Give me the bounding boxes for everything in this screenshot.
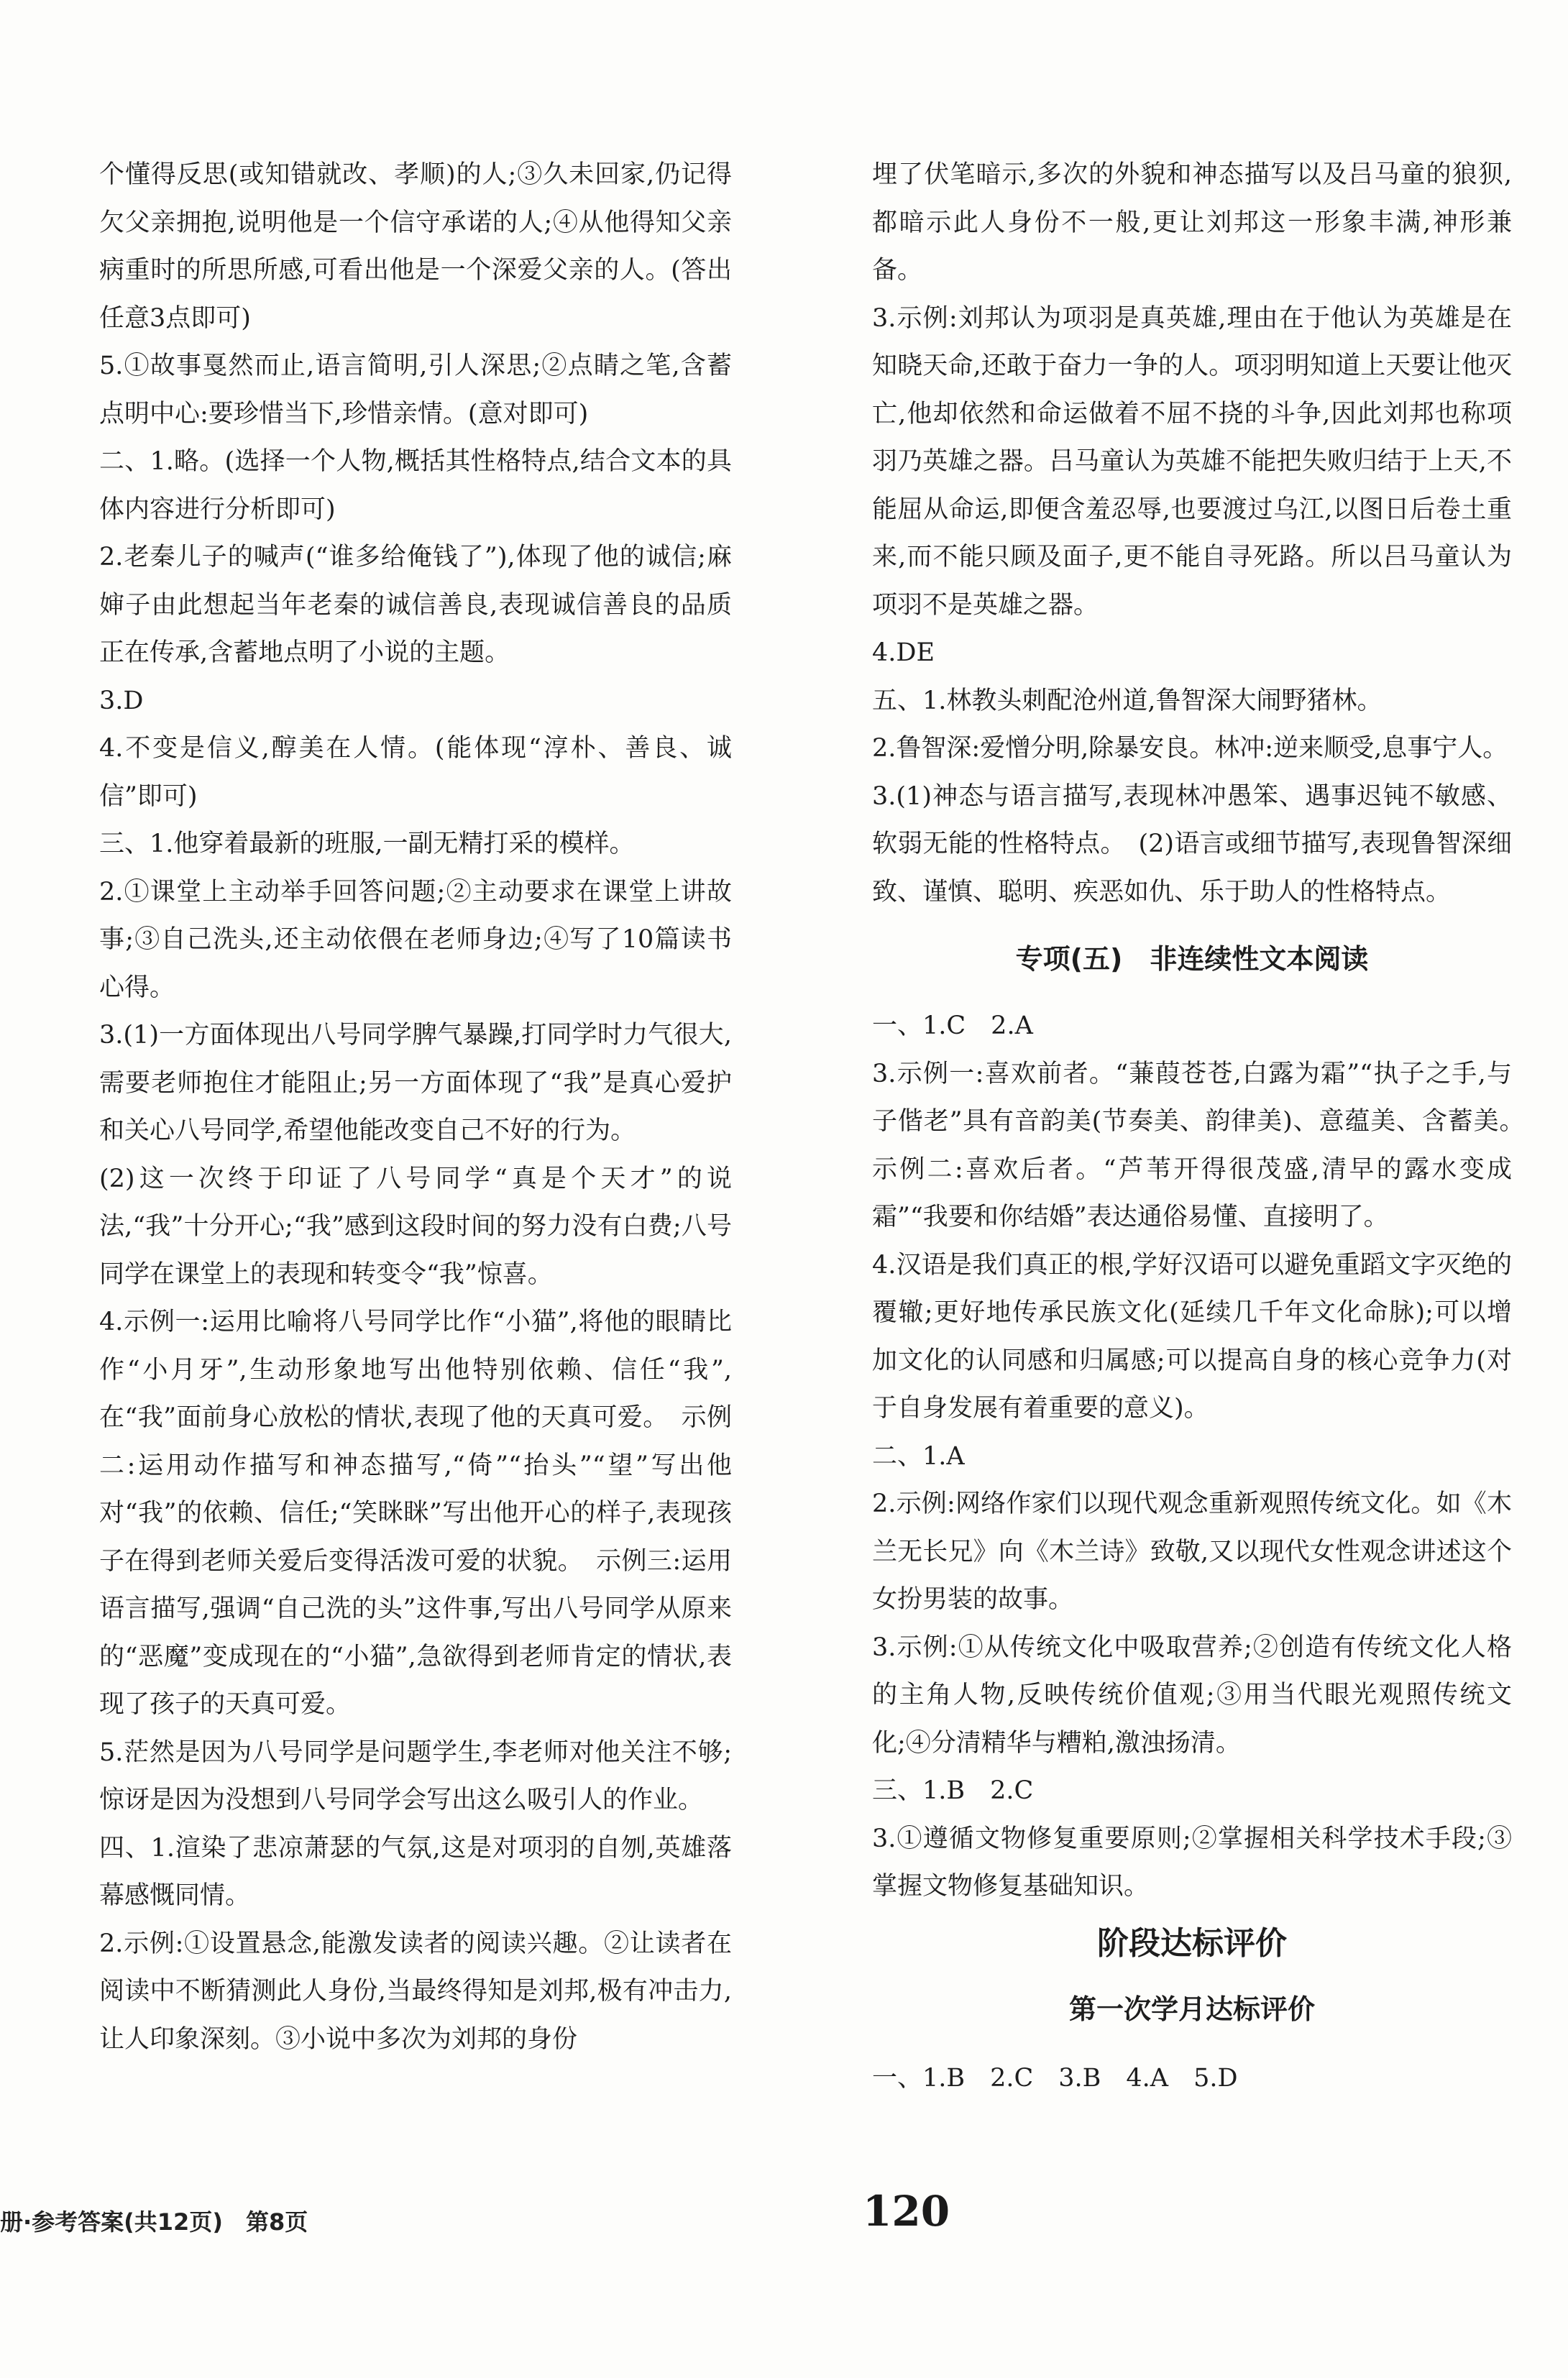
answer-paragraph: 一、1.C 2.A [872,1011,1033,1040]
stage-title: 阶段达标评价 [1097,1924,1287,1962]
answer-paragraph: 5.茫然是因为八号同学是问题学生,李老师对他关注不够;惊讶是因为没想到八号同学会写出这么吸引人的作业。 [99,1737,732,1814]
answer-paragraph: 3.①遵循文物修复重要原则;②掌握相关科学技术手段;③掌握文物修复基础知识。 [872,1824,1512,1901]
answer-paragraph: 埋了伏笔暗示,多次的外貌和神态描写以及吕马童的狼狈,都暗示此人身份不一般,更让刘邦这一形象丰满,神形兼备。 [872,160,1512,285]
sub-title: 第一次学月达标评价 [1068,1993,1315,2025]
answer-paragraph: 个懂得反思(或知错就改、孝顺)的人;③久未回家,仍记得欠父亲拥抱,说明他是一个信守承诺的人;④从他得知父亲病重时的所思所感,可看出他是一个深爱父亲的人。(答出任意3点即可) [99,160,732,333]
answer-paragraph: 3.(1)一方面体现出八号同学脾气暴躁,打同学时力气很大,需要老师抱住才能阻止;另一方面体现了“我”是真心爱护和关心八号同学,希望他能改变自己不好的行为。 [99,1021,732,1145]
answer-paragraph: 三、1.他穿着最新的班服,一副无精打采的模样。 [99,830,635,858]
answer-paragraph: 二、1.A [872,1441,965,1471]
answer-paragraph: 四、1.渲染了悲凉萧瑟的气氛,这是对项羽的自刎,英雄落幕感慨同情。 [99,1833,732,1910]
answer-paragraph: 2.老秦儿子的喊声(“谁多给俺钱了”),体现了他的诚信;麻婶子由此想起当年老秦的诚信善良,表现诚信善良的品质正在传承,含蓄地点明了小说的主题。 [99,543,732,667]
left-column [99,151,732,2063]
answer-paragraph: (2)这一次终于印证了八号同学“真是个天才”的说法,“我”十分开心;“我”感到这段时间的努力没有白费;八号同学在课堂上的表现和转变令“我”惊喜。 [99,1164,732,1289]
answer-paragraph: 4.不变是信义,醇美在人情。(能体现“淳朴、善良、诚信”即可) [99,734,732,811]
answer-paragraph: 二、1.略。(选择一个人物,概括其性格特点,结合文本的具体内容进行分析即可) [99,447,732,524]
answer-paragraph: 3.示例:刘邦认为项羽是真英雄,理由在于他认为英雄是在知晓天命,还敢于奋力一争的人。项羽明知道上天要让他灭亡,他却依然和命运做着不屈不挠的斗争,因此刘邦也称项羽乃英雄之器。吕马童认为英雄不能把失败归结于上天,不能屈从命运,即便含羞忍辱,也要渡过乌江,以图日后卷土重来,而不能只顾及面子,更不能自寻死路。所以吕马童认为项羽不是英雄之器。 [872,303,1512,620]
answer-paragraph: 3.示例:①从传统文化中吸取营养;②创造有传统文化人格的主角人物,反映传统价值观;③用当代眼光观照传统文化;④分清精华与糟粕,激浊扬清。 [872,1633,1512,1758]
right-column [872,151,1538,2102]
answer-paragraph: 4.汉语是我们真正的根,学好汉语可以避免重蹈文字灭绝的覆辙;更好地传承民族文化(延续几千年文化命脉);可以增加文化的认同感和归属感;可以提高自身的核心竞争力(对于自身发展有着重要的意义)。 [872,1250,1512,1423]
answer-paragraph: 五、1.林教头刺配沧州道,鲁智深大闹野猪林。 [872,686,1383,715]
answer-paragraph: 一、1.B 2.C 3.B 4.A 5.D [872,2063,1238,2093]
answer-paragraph: 3.示例一:喜欢前者。“蒹葭苍苍,白露为霜”“执子之手,与子偕老”具有音韵美(节奏美、韵律美)、意蕴美、含蓄美。 示例二:喜欢后者。“芦苇开得很茂盛,清早的露水变成霜”“我要和你结婚”表达通俗易懂、直接明了。 [872,1059,1538,1231]
answer-paragraph: 三、1.B 2.C [872,1776,1034,1805]
answer-paragraph: 4.DE [872,638,935,667]
answer-paragraph: 3.(1)神态与语言描写,表现林冲愚笨、遇事迟钝不敏感、软弱无能的性格特点。 (2)语言或细节描写,表现鲁智深细致、谨慎、聪明、疾恶如仇、乐于助人的性格特点。 [872,781,1512,906]
answer-paragraph: 4.示例一:运用比喻将八号同学比作“小猫”,将他的眼睛比作“小月牙”,生动形象地写出他特别依赖、信任“我”,在“我”面前身心放松的情状,表现了他的天真可爱。 示例二:运用动作描写和神态描写,“倚”“抬头”“望”写出他对“我”的依赖、信任;“笑眯眯”写出他开心的样子,表现孩子在得到老师关爱后变得活泼可爱的状貌。 示例三:运用语言描写,强调“自己洗的头”这件事,写出八号同学从原来的“恶魔”变成现在的“小猫”,急欲得到老师肯定的情状,表现了孩子的天真可爱。 [99,1308,732,1719]
answer-paragraph: 3.D [99,686,144,715]
answer-paragraph: 2.①课堂上主动举手回答问题;②主动要求在课堂上讲故事;③自己洗头,还主动依偎在老师身边;④写了10篇读书心得。 [99,877,732,1002]
answer-paragraph: 2.示例:网络作家们以现代观念重新观照传统文化。如《木兰无长兄》向《木兰诗》致敬,又以现代女性观念讲述这个女扮男装的故事。 [872,1489,1512,1614]
answer-paragraph: 5.①故事戛然而止,语言简明,引人深思;②点睛之笔,含蓄点明中心:要珍惜当下,珍惜亲情。(意对即可) [99,352,732,428]
page-number: 120 [863,2187,950,2236]
answer-paragraph: 2.鲁智深:爱憎分明,除暴安良。林冲:逆来顺受,息事宁人。 [872,734,1508,763]
answer-paragraph: 2.示例:①设置悬念,能激发读者的阅读兴趣。②让读者在阅读中不断猜测此人身份,当最终得知是刘邦,极有冲击力,让人印象深刻。③小说中多次为刘邦的身份 [99,1929,732,2054]
footer-text: 册·参考答案(共12页) 第8页 [0,2208,308,2236]
section-title: 专项(五) 非连续性文本阅读 [1015,943,1369,975]
